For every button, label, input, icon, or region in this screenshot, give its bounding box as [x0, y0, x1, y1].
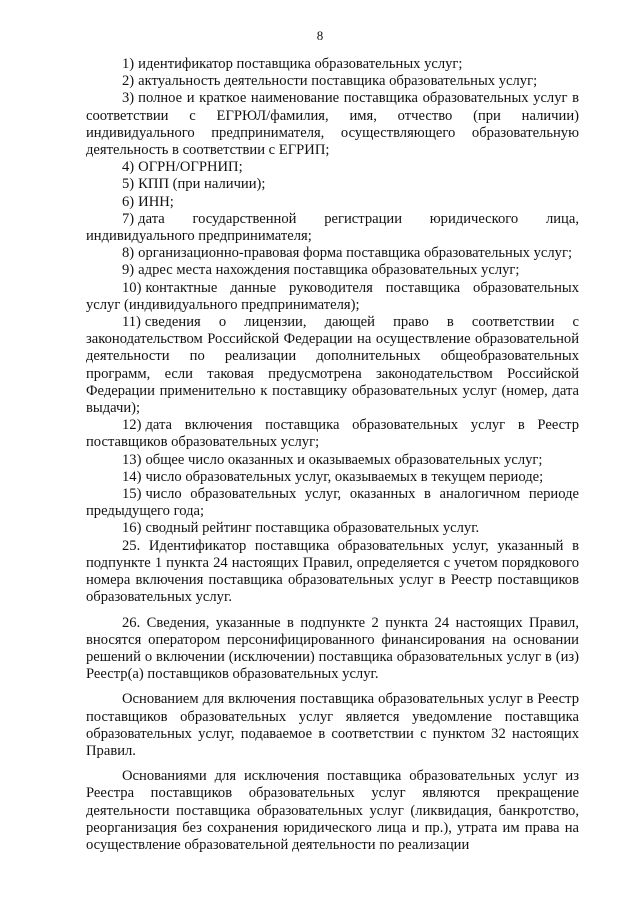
list-item-number: 5)	[122, 176, 135, 193]
list-item	[86, 211, 579, 245]
list-item-text: число образовательных услуг, оказанных в аналогичном периоде предыдущего года;	[86, 486, 579, 520]
list-item	[86, 452, 579, 469]
list-item	[86, 245, 579, 262]
list-item-text: число образовательных услуг, оказываемых в текущем периоде;	[145, 468, 544, 485]
list-item-text: сводный рейтинг поставщика образовательных услуг.	[145, 520, 480, 537]
list-item	[86, 314, 579, 417]
list-item	[86, 486, 579, 520]
list-item	[86, 56, 579, 73]
list-item-number: 10)	[122, 279, 142, 296]
paragraph-inclusion-basis: Основанием для включения поставщика образовательных услуг в Реестр поставщиков образовательных услуг является уведомление поставщика образовательных услуг, подаваемое в соответствии с пунктом 32 настоящих Правил.	[86, 691, 579, 759]
list-item	[86, 176, 579, 193]
list-item-text: полное и краткое наименование поставщика образовательных услуг в соответствии с ЕГРЮЛ/фамилия, имя, отчество (при наличии) индивидуального предпринимателя, осуществляющего образовательную деятельность в соответствии с ЕГРИП;	[86, 90, 579, 159]
list-item-text: организационно-правовая форма поставщика образовательных услуг;	[138, 245, 573, 262]
list-item	[86, 90, 579, 159]
page-number: 8	[316, 28, 324, 43]
list-item-number: 4)	[122, 159, 135, 176]
list-item	[86, 417, 579, 451]
paragraph-exclusion-basis: Основаниями для исключения поставщика образовательных услуг из Реестра поставщиков образовательных услуг являются прекращение деятельности поставщика образовательных услуг (ликвидация, банкротство, реорганизация без сохранения юридического лица и пр.), утрата им права на осуществление образовательной деятельности по реализации	[86, 768, 579, 853]
list-item-number: 11)	[122, 314, 141, 331]
list-item-number: 6)	[122, 193, 135, 210]
paragraph-26: 26. Сведения, указанные в подпункте 2 пункта 24 настоящих Правил, вносятся оператором персонифицированного финансирования на основании решений о включении (исключении) поставщика образовательных услуг в (из) Реестр(а) поставщиков образовательных услуг.	[86, 614, 579, 683]
list-item-text: дата государственной регистрации юридического лица, индивидуального предпринимателя;	[86, 210, 579, 245]
list-item-number: 16)	[122, 520, 142, 537]
list-item	[86, 73, 579, 90]
list-item-number: 7)	[122, 210, 135, 227]
list-item-text: контактные данные руководителя поставщика образовательных услуг (индивидуального предпринимателя);	[86, 279, 579, 313]
document-body	[86, 56, 579, 854]
list-item	[86, 262, 579, 279]
list-item-number: 15)	[122, 486, 142, 503]
list-item-text: адрес места нахождения поставщика образовательных услуг;	[138, 262, 520, 279]
list-item-number: 12)	[122, 417, 142, 434]
requirements-list	[86, 56, 579, 538]
list-item-number: 3)	[122, 90, 135, 107]
paragraph-25: 25. Идентификатор поставщика образовательных услуг, указанный в подпункте 1 пункта 24 настоящих Правил, определяется с учетом порядкового номера включения поставщика образовательных услуг в Реестр поставщиков образовательных услуг.	[86, 537, 579, 606]
list-item-text: ОГРН/ОГРНИП;	[138, 159, 243, 176]
list-item-number: 14)	[122, 468, 142, 485]
list-item-text: актуальность деятельности поставщика образовательных услуг;	[138, 73, 538, 90]
list-item-number: 8)	[122, 245, 135, 262]
list-item-number: 13)	[122, 451, 142, 468]
list-item-text: дата включения поставщика образовательных услуг в Реестр поставщиков образовательных услуг;	[86, 417, 579, 451]
list-item	[86, 469, 579, 486]
list-item-number: 9)	[122, 262, 135, 279]
list-item-text: общее число оказанных и оказываемых образовательных услуг;	[145, 451, 543, 468]
list-item-text: КПП (при наличии);	[138, 176, 266, 193]
list-item-text: сведения о лицензии, дающей право в соответствии с законодательством Российской Федерации на осуществление образовательной деятельности по реализации дополнительных общеобразовательных программ, если таковая предусмотрена законодательством Российской Федерации применительно к поставщику образовательных услуг (номер, дата выдачи);	[86, 314, 579, 417]
list-item	[86, 520, 579, 537]
list-item	[86, 159, 579, 176]
list-item-number: 1)	[122, 56, 135, 72]
list-item	[86, 194, 579, 211]
list-item-text: идентификатор поставщика образовательных услуг;	[138, 56, 463, 72]
list-item	[86, 280, 579, 314]
list-item-text: ИНН;	[138, 193, 174, 210]
list-item-number: 2)	[122, 73, 135, 90]
